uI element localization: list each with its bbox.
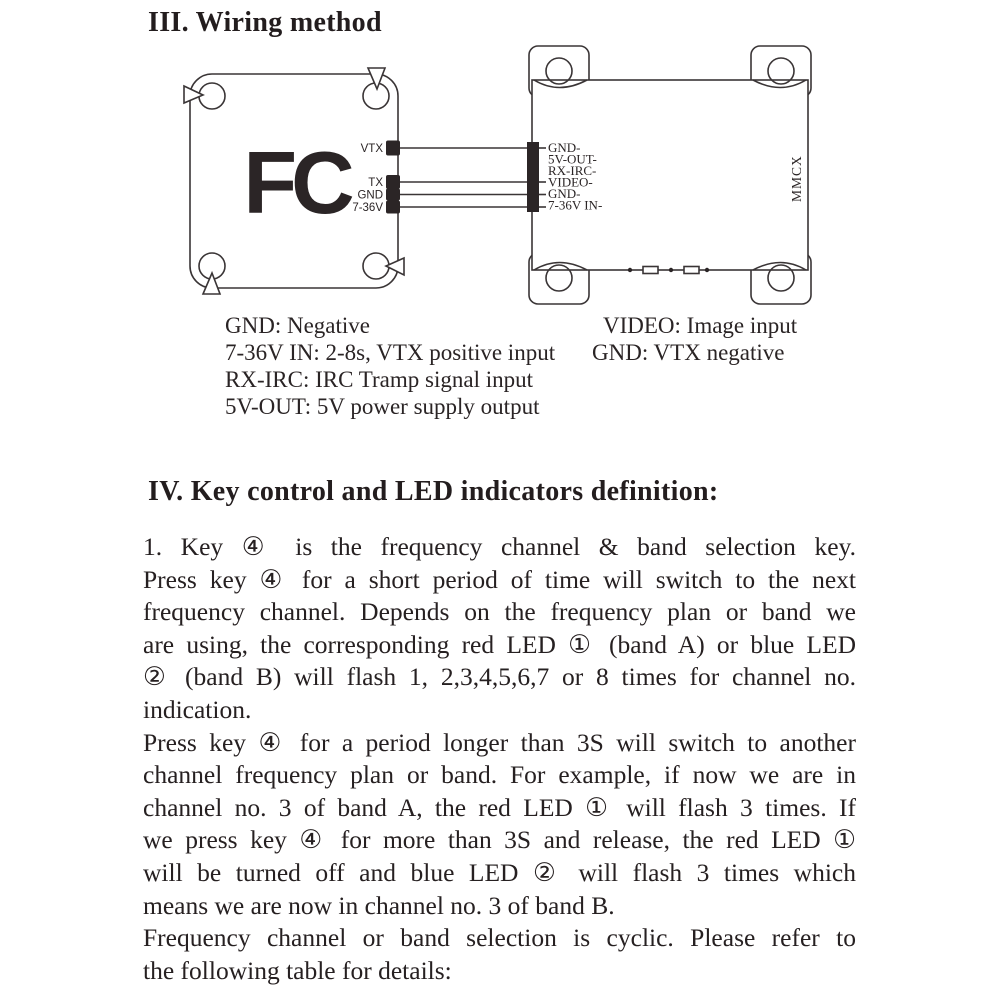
body-line: Press key ④ for a period longer than 3S will switch to another xyxy=(143,727,856,757)
vtx-pin-label-5vout: 5V-OUT- xyxy=(548,151,597,167)
legend-line: 5V-OUT: 5V power supply output xyxy=(225,394,540,419)
body-line: Press key ④ for a short period of time will switch to the next xyxy=(143,564,856,594)
body-line: 1. Key ④ is the frequency channel & band selection key. xyxy=(143,532,856,561)
bottom-led-dot xyxy=(705,268,709,272)
vtx-pin-label-gnd2: GND- xyxy=(548,186,581,201)
vtx-pin-label-gnd1: GND- xyxy=(548,140,581,155)
legend-line: VIDEO: Image input xyxy=(603,313,798,338)
fc-logo-text: FC xyxy=(243,133,349,232)
fc-pad-label-vtx: VTX xyxy=(360,143,383,155)
vtx-pin-label-video: VIDEO- xyxy=(548,174,593,190)
vtx-board xyxy=(527,46,811,304)
fc-pad-gnd xyxy=(386,189,400,201)
key-control-body xyxy=(143,531,856,987)
body-line: will be turned off and blue LED ② will flash 3 times which xyxy=(143,857,856,887)
vtx-pin-strip xyxy=(527,142,539,212)
body-line: the following table for details: xyxy=(143,955,452,985)
fc-pad-label-tx: TX xyxy=(368,177,383,189)
wiring-diagram xyxy=(140,35,830,320)
fc-pad-label-gnd: GND xyxy=(357,189,383,202)
fc-pad-tx xyxy=(386,175,400,189)
legend-line: 7-36V IN: 2-8s, VTX positive input xyxy=(225,340,556,365)
body-line: indication. xyxy=(143,694,252,724)
fc-pad-power xyxy=(386,201,400,214)
bottom-led-dot xyxy=(669,268,673,272)
body-line: means we are now in channel no. 3 of band B. xyxy=(143,890,615,920)
body-line: channel no. 3 of band A, the red LED ① will flash 3 times. If xyxy=(143,792,856,822)
wires xyxy=(400,148,529,207)
section-wiring-title: III. Wiring method xyxy=(148,7,382,38)
body-line: we press key ④ for more than 3S and release, the red LED ① xyxy=(143,825,856,855)
body-line: frequency channel. Depends on the frequency plan or band we xyxy=(143,597,856,627)
vtx-pin-label-rxirc: RX-IRC- xyxy=(548,163,597,178)
fc-pads xyxy=(386,141,400,214)
fc-pad-vtx xyxy=(386,141,400,156)
body-line: channel frequency plan or band. For example, if now we are in xyxy=(143,760,856,790)
body-line: Frequency channel or band selection is cyclic. Please refer to xyxy=(143,923,856,953)
pin-legend-left xyxy=(225,312,555,420)
legend-line: GND: VTX negative xyxy=(592,340,785,365)
pin-legend-right xyxy=(592,312,797,366)
body-line: are using, the corresponding red LED ① (band A) or blue LED xyxy=(143,629,856,659)
mmcx-connector-label: MMCX xyxy=(789,155,804,202)
fc-pad-label-power: 7-36V xyxy=(352,202,383,214)
legend-line: RX-IRC: IRC Tramp signal input xyxy=(225,367,533,392)
legend-line: GND: Negative xyxy=(225,313,370,338)
bottom-button xyxy=(643,267,658,274)
vtx-pin-label-power: 7-36V IN- xyxy=(548,197,603,213)
section-key-control-title: IV. Key control and LED indicators definition: xyxy=(148,476,719,507)
bottom-led-dot xyxy=(628,268,632,272)
body-line: ② (band B) will flash 1, 2,3,4,5,6,7 or 8 times for channel no. xyxy=(143,662,856,692)
bottom-button xyxy=(684,267,699,274)
